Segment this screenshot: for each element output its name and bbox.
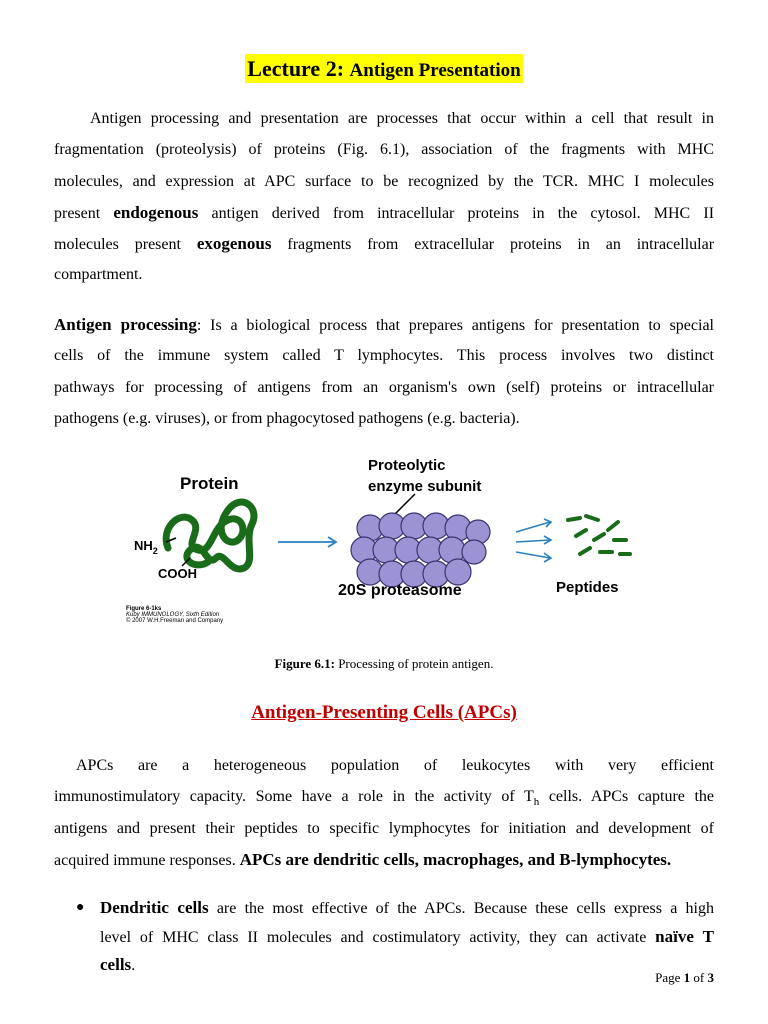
label-nh2: $NH_2$ xyxy=(134,538,158,556)
label-peptides: Peptides xyxy=(556,579,619,596)
apc-types-bold: APCs are dendritic cells, macrophages, and B-lymphocytes. xyxy=(239,849,672,869)
caption-label: Figure 6.1: xyxy=(274,656,335,671)
footer-text: Page xyxy=(655,970,684,985)
term-dendritic-cells: Dendritic cells xyxy=(100,898,209,917)
bullet-text: level of MHC class II molecules and costimulatory activity, they can activate xyxy=(100,928,656,946)
footer-text: of xyxy=(690,970,708,985)
intro-paragraph xyxy=(54,103,714,291)
intro-text: present xyxy=(54,204,101,222)
apc-line-4 xyxy=(54,844,714,875)
apc-text: acquired immune responses. xyxy=(54,851,240,869)
intro-line-2: fragmentation (proteolysis) of proteins (Fig. 6.1), association of the fragments with MHC xyxy=(54,141,714,159)
caption-text: Processing of protein antigen. xyxy=(334,656,494,671)
figure-caption xyxy=(0,656,768,672)
bullet-icon: ● xyxy=(76,900,85,915)
label-proteasome: 20S proteasome xyxy=(338,582,462,599)
intro-text: antigen derived from intracellular proteins in the cytosol. MHC II xyxy=(211,204,715,222)
intro-line-4 xyxy=(54,197,714,228)
section-heading-apcs: Antigen-Presenting Cells (APCs) xyxy=(251,702,517,723)
figure-credit-line-2: Kuby IMMUNOLOGY, Sixth Edition xyxy=(126,612,220,618)
processing-line-4: pathogens (e.g. viruses), or from phagocytosed pathogens (e.g. bacteria). xyxy=(54,409,520,427)
bullet-line-2 xyxy=(100,923,714,952)
processing-line-2: cells of the immune system called T lymphocytes. This process involves two distinct xyxy=(54,347,714,365)
term-naive-t: naïve T xyxy=(655,926,714,946)
triple-arrow-icon xyxy=(516,519,551,562)
title-highlight xyxy=(245,54,522,83)
proteasome-icon xyxy=(351,513,490,587)
apc-line-2 xyxy=(54,781,714,812)
apc-line-1: APCs are a heterogeneous population of leukocytes with very efficient xyxy=(76,757,714,774)
bullet-text: are the most effective of the APCs. Because these cells express a high xyxy=(208,900,714,917)
label-enzyme-line-1: Proteolytic xyxy=(368,457,446,474)
apc-text: immunostimulatory capacity. Some have a role in the activity of T xyxy=(54,788,534,806)
subscript-h: h xyxy=(533,796,540,809)
term-cells: cells xyxy=(100,955,132,974)
intro-text: molecules present xyxy=(54,236,181,254)
term-antigen-processing: Antigen processing xyxy=(54,315,197,334)
bullet-dendritic-cells xyxy=(100,894,714,980)
processing-text: : Is a biological process that prepares antigens for presentation to special xyxy=(196,317,715,334)
processing-line-3: pathways for processing of antigens from an organism's own (self) proteins or intracellular xyxy=(54,378,714,396)
enzyme-pointer xyxy=(395,494,415,514)
page-number xyxy=(655,970,714,986)
keyword-exogenous: exogenous xyxy=(196,234,272,254)
page-title xyxy=(0,56,768,82)
keyword-endogenous: endogenous xyxy=(113,202,199,222)
apc-text: cells. APCs capture the xyxy=(539,788,715,806)
bullet-line-3 xyxy=(100,951,714,980)
apc-paragraph xyxy=(54,750,714,875)
figure-protein-processing xyxy=(120,450,660,630)
intro-line-1: Antigen processing and presentation are processes that occur within a cell that result in xyxy=(90,110,714,127)
figure-credit-line-1: Figure 6-1ks xyxy=(126,606,162,612)
figure-credit-line-3: © 2007 W.H.Freeman and Company xyxy=(126,618,224,624)
peptides-icon xyxy=(568,516,630,554)
label-protein: Protein xyxy=(180,474,239,493)
intro-text: fragments from extracellular proteins in an intracellular xyxy=(287,236,715,254)
title-prefix: Lecture 2: xyxy=(247,56,345,81)
bullet-text: . xyxy=(131,957,136,974)
apc-line-3: antigens and present their peptides to specific lymphocytes for initiation and development of xyxy=(54,819,714,837)
title-text: Antigen Presentation xyxy=(349,60,521,81)
label-enzyme-line-2: enzyme subunit xyxy=(368,478,482,495)
processing-paragraph xyxy=(54,309,714,434)
intro-line-5 xyxy=(54,228,714,259)
total-pages: 3 xyxy=(707,970,714,985)
processing-line-1 xyxy=(54,309,714,340)
bullet-line-1 xyxy=(100,894,714,923)
intro-line-3: molecules, and expression at APC surface to be recognized by the TCR. MHC I molecules xyxy=(54,172,714,190)
protein-chain-icon xyxy=(166,502,254,569)
label-cooh: COOH xyxy=(158,566,197,581)
intro-line-6: compartment. xyxy=(54,266,143,284)
current-page: 1 xyxy=(683,970,691,985)
